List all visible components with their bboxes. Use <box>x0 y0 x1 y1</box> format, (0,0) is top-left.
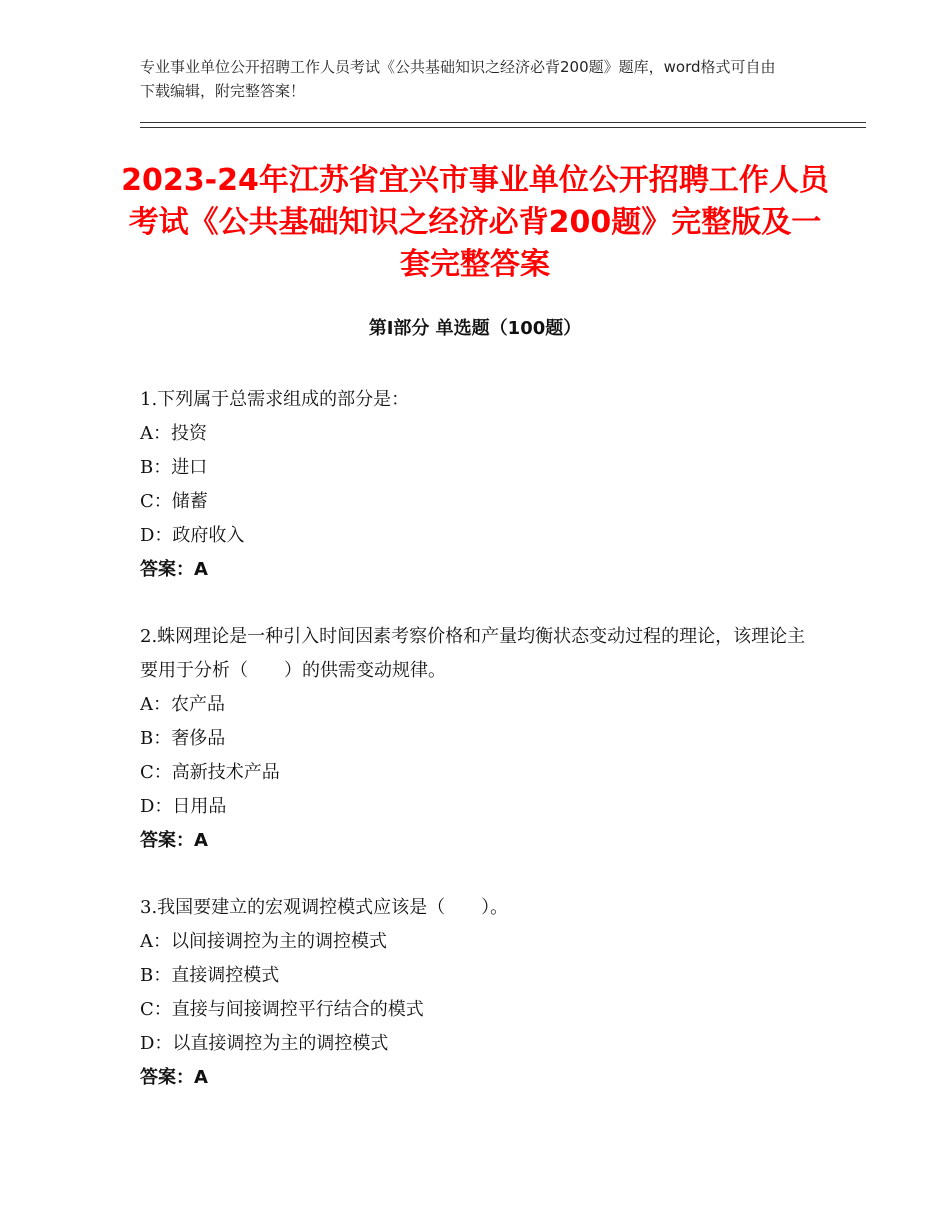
question-list <box>140 383 820 1128</box>
option-d: D：日用品 <box>140 796 227 817</box>
header-divider <box>140 122 866 128</box>
document-title: 2023-24年江苏省宜兴市事业单位公开招聘工作人员考试《公共基础知识之经济必背200题》完整版及一套完整答案 <box>121 163 829 282</box>
question-item <box>140 620 820 858</box>
option-a: A：以间接调控为主的调控模式 <box>140 931 387 952</box>
question-item <box>140 891 820 1095</box>
option-d: D：政府收入 <box>140 525 245 546</box>
question-stem: 2.蛛网理论是一种引入时间因素考察价格和产量均衡状态变动过程的理论，该理论主要用于分析（ ）的供需变动规律。 <box>140 626 806 681</box>
option-b: B：直接调控模式 <box>140 965 280 986</box>
answer-label: 答案：A <box>140 1067 208 1088</box>
option-a: A：投资 <box>140 423 207 444</box>
option-a: A：农产品 <box>140 694 225 715</box>
question-stem: 1.下列属于总需求组成的部分是： <box>140 389 410 410</box>
question-item <box>140 383 820 587</box>
option-c: C：直接与间接调控平行结合的模式 <box>140 999 424 1020</box>
section-title: 第Ⅰ部分 单选题（100题） <box>368 318 582 339</box>
option-c: C：储蓄 <box>140 491 208 512</box>
option-d: D：以直接调控为主的调控模式 <box>140 1033 389 1054</box>
option-b: B：进口 <box>140 457 208 478</box>
question-stem: 3.我国要建立的宏观调控模式应该是（ ）。 <box>140 897 509 918</box>
header-note: 专业事业单位公开招聘工作人员考试《公共基础知识之经济必背200题》题库，word格式可自由下载编辑，附完整答案！ <box>140 58 776 100</box>
option-b: B：奢侈品 <box>140 728 226 749</box>
answer-label: 答案：A <box>140 559 208 580</box>
answer-label: 答案：A <box>140 830 208 851</box>
option-c: C：高新技术产品 <box>140 762 280 783</box>
